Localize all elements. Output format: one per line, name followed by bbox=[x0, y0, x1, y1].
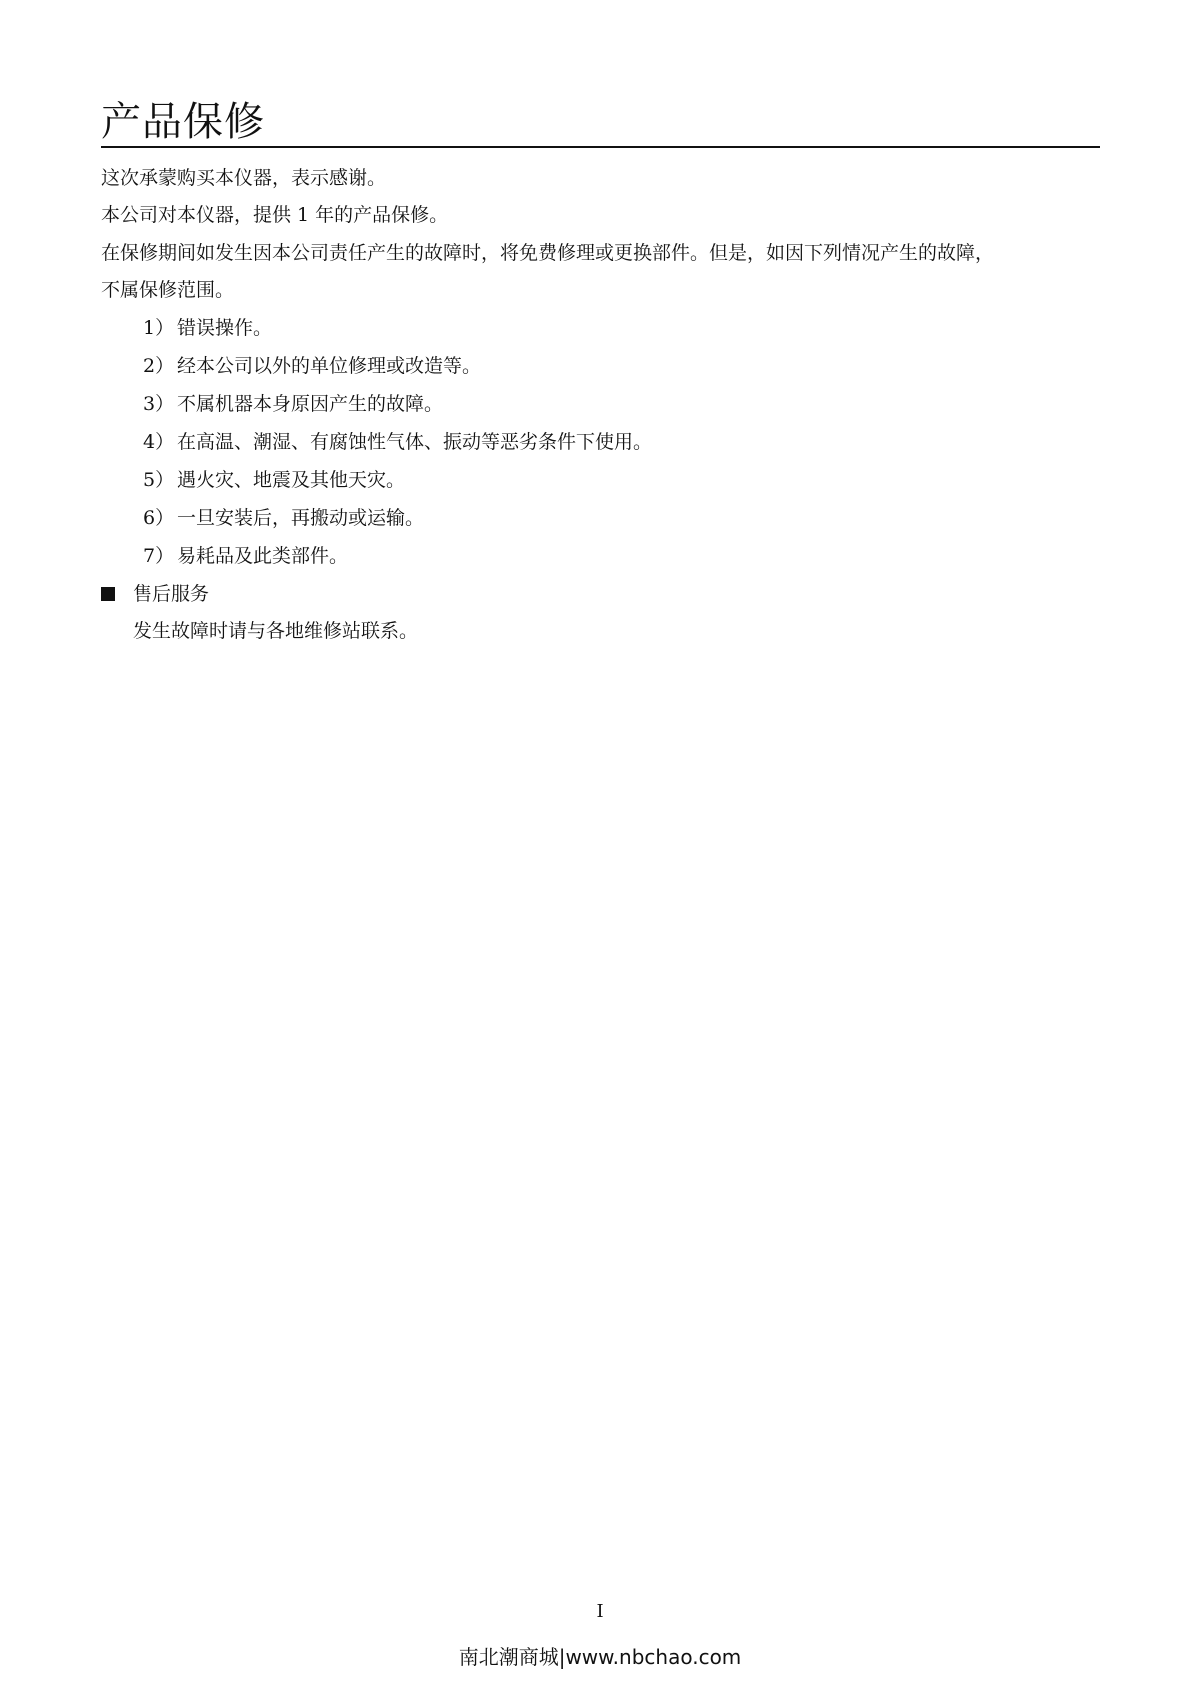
exclusion-item bbox=[143, 543, 348, 569]
exclusion-number: 5） bbox=[143, 469, 175, 491]
exclusion-text: 遇火灾、地震及其他天灾。 bbox=[177, 469, 406, 491]
exclusion-item bbox=[143, 429, 652, 455]
exclusion-item bbox=[143, 391, 443, 417]
exclusion-text: 错误操作。 bbox=[177, 317, 273, 339]
exclusion-item bbox=[143, 467, 405, 493]
exclusion-number: 1） bbox=[143, 317, 175, 339]
intro-paragraph-warranty-scope: 在保修期间如发生因本公司责任产生的故障时，将免费修理或更换部件。但是，如因下列情况产生的故障， bbox=[101, 242, 995, 264]
exclusion-text: 易耗品及此类部件。 bbox=[177, 545, 349, 567]
exclusion-item bbox=[143, 505, 424, 531]
intro-paragraph-thanks: 这次承蒙购买本仪器，表示感谢。 bbox=[101, 167, 387, 189]
page-number: I bbox=[596, 1601, 604, 1622]
after-sales-heading bbox=[101, 581, 209, 607]
exclusion-number: 6） bbox=[143, 507, 175, 529]
exclusion-number: 7） bbox=[143, 545, 175, 567]
exclusion-item bbox=[143, 315, 272, 341]
footer-source-text: 南北潮商城|www.nbchao.com bbox=[458, 1645, 742, 1669]
intro-paragraph-warranty-term: 本公司对本仪器，提供 1 年的产品保修。 bbox=[101, 204, 449, 226]
page-title: 产品保修 bbox=[101, 99, 265, 145]
exclusion-text: 不属机器本身原因产生的故障。 bbox=[177, 393, 444, 415]
exclusion-number: 4） bbox=[143, 431, 175, 453]
exclusion-text: 在高温、潮湿、有腐蚀性气体、振动等恶劣条件下使用。 bbox=[177, 431, 653, 453]
exclusion-text: 一旦安装后，再搬动或运输。 bbox=[177, 507, 425, 529]
exclusion-number: 3） bbox=[143, 393, 175, 415]
exclusion-number: 2） bbox=[143, 355, 175, 377]
exclusion-text: 经本公司以外的单位修理或改造等。 bbox=[177, 355, 482, 377]
after-sales-heading-label: 售后服务 bbox=[133, 583, 210, 605]
black-square-bullet-icon bbox=[101, 587, 115, 601]
intro-paragraph-exclusion-lead: 不属保修范围。 bbox=[101, 279, 235, 301]
title-divider bbox=[101, 146, 1100, 148]
after-sales-body: 发生故障时请与各地维修站联系。 bbox=[133, 620, 419, 642]
exclusion-item bbox=[143, 353, 481, 379]
